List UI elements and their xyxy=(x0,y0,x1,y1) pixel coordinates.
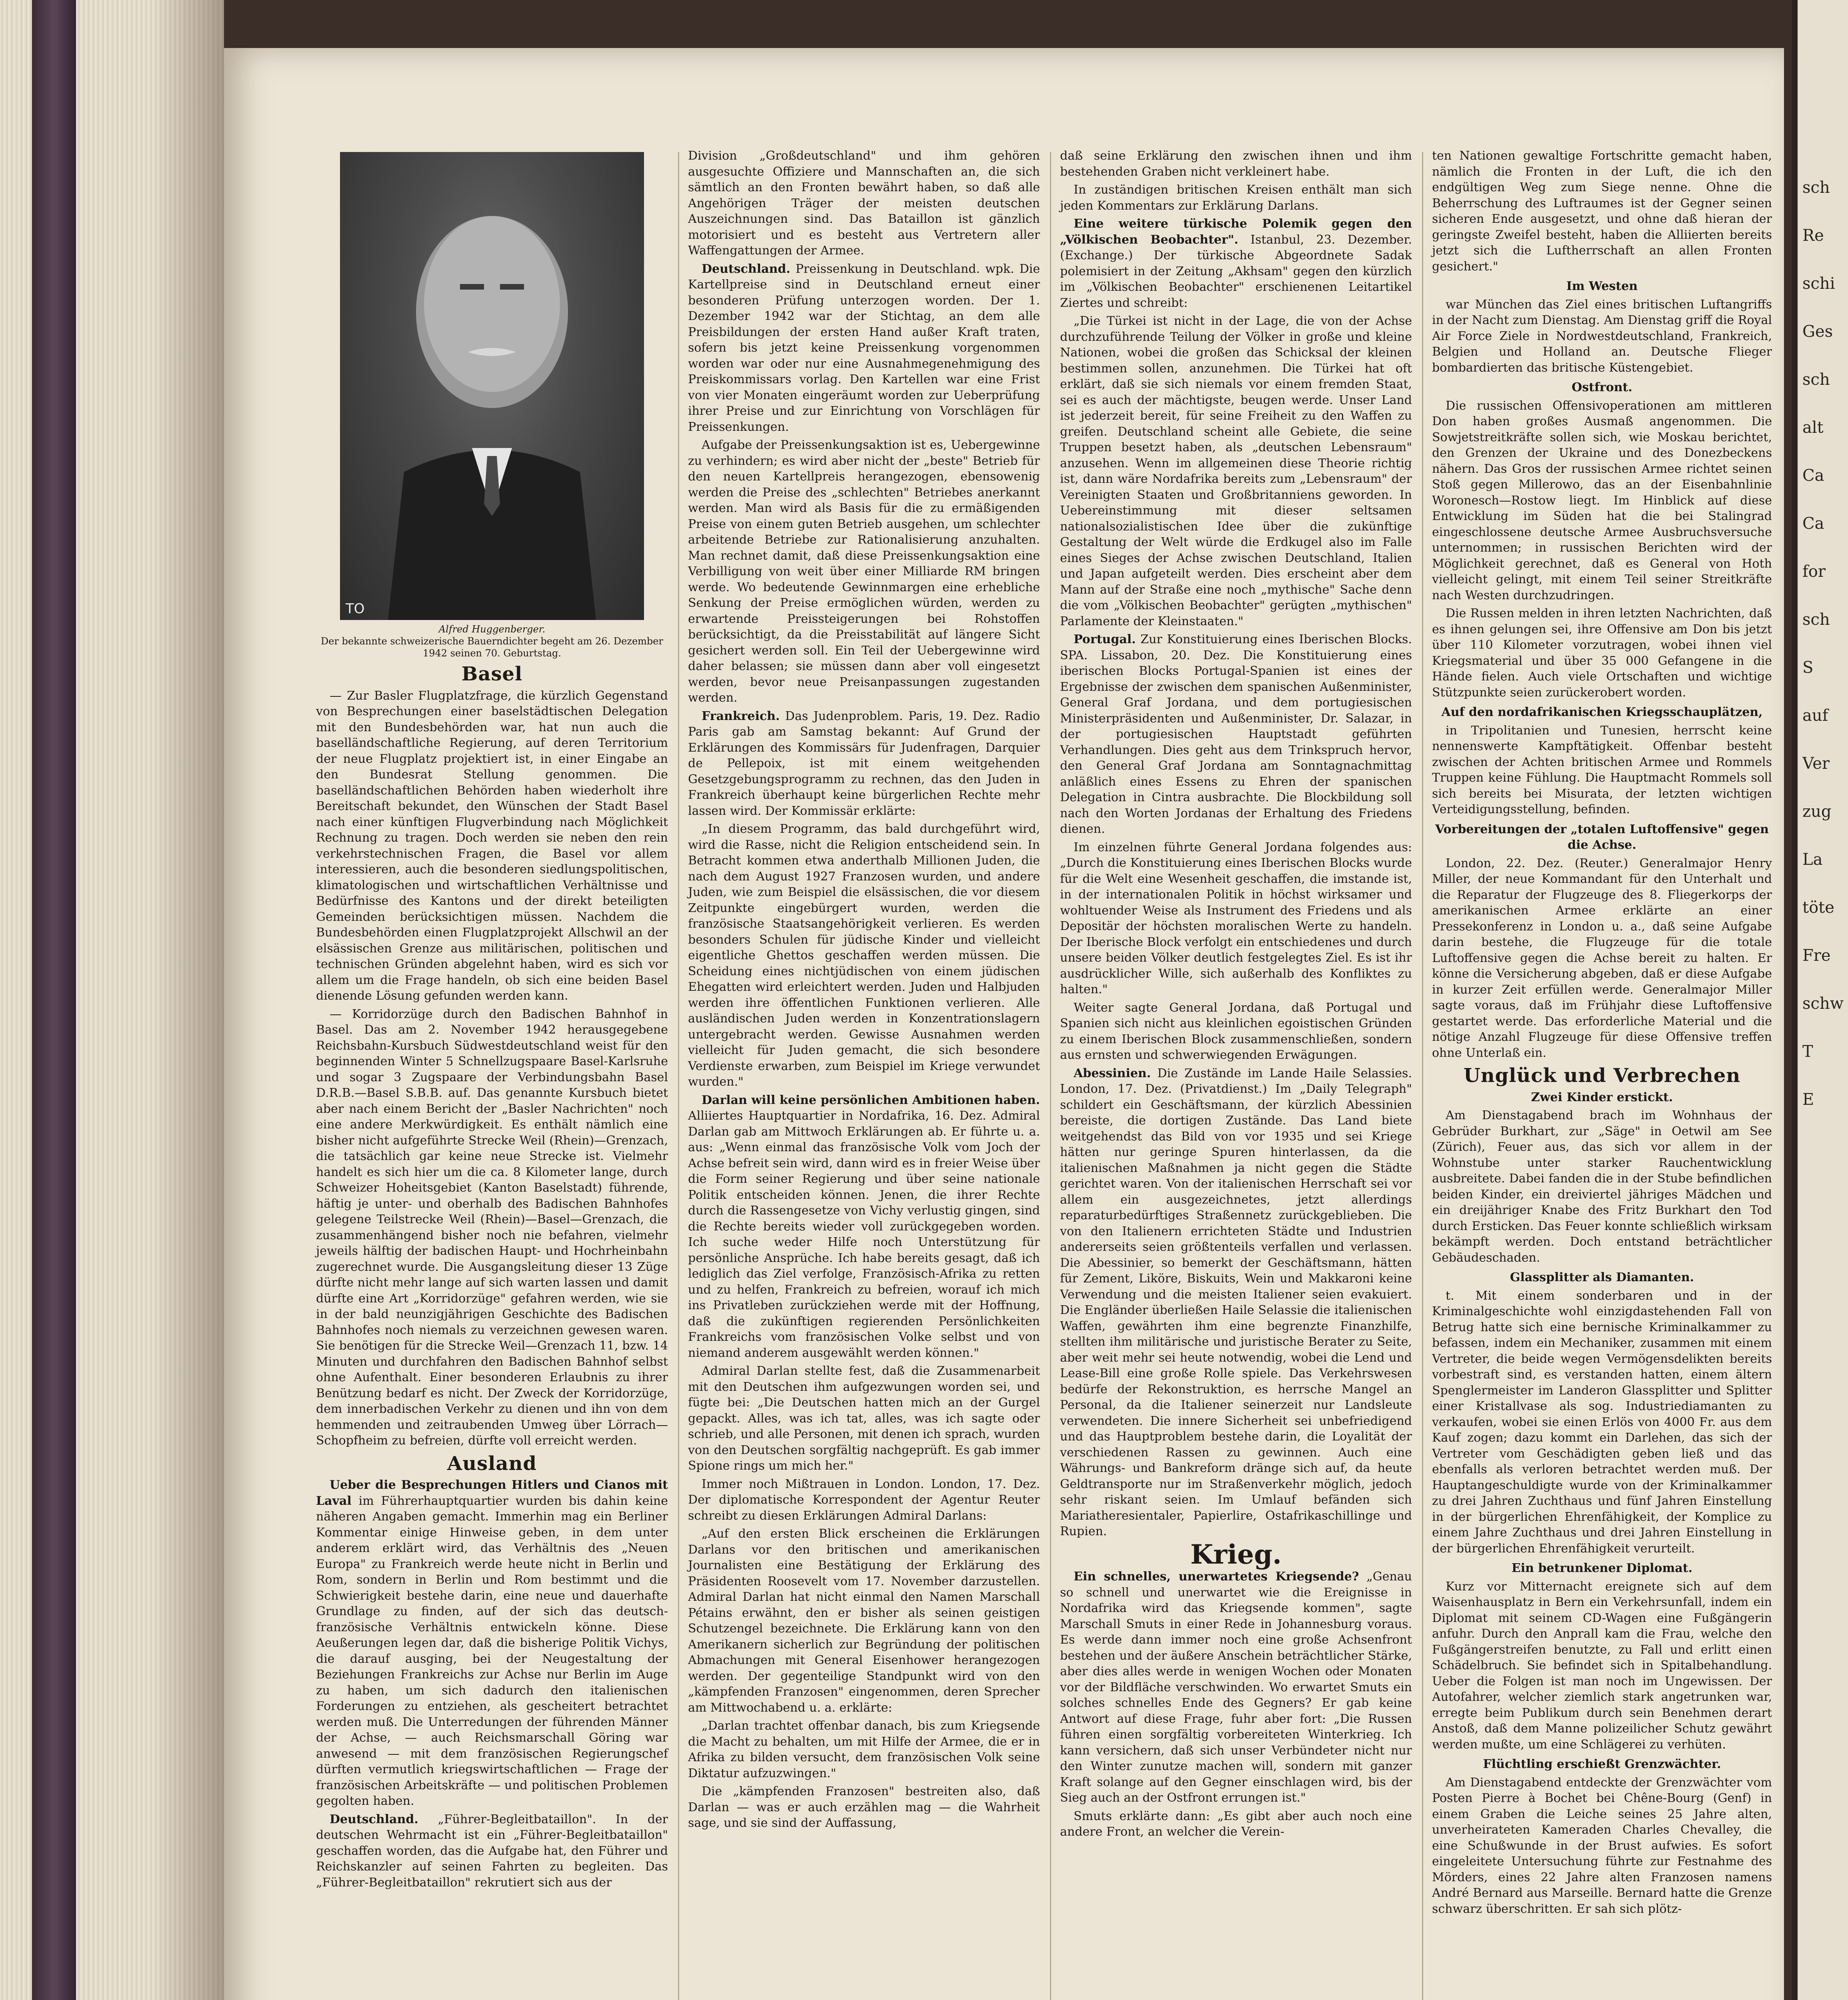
article-paragraph: „In diesem Programm, das bald durchgeführt wird, wird die Rasse, nicht die Religion entscheidend sein. In Betracht kommen etwa anderthalb Millionen Juden, die nach dem August 1927 Franzosen wurden, und andere Juden, wie zum Beispiel die elsässischen, die vor diesem Zeitpunkte eingebürgert wurden, werden die französische Staatsangehörigkeit verlieren. Es werden besonders Schulen für jüdische Kinder und vielleicht eigentliche Ghettos geschaffen werden müssen. Die Scheidung eines nichtjüdischen von einem jüdischen Ehegatten wird erleichtert werden. Juden und Halbjuden werden ihre öffentlichen Funktionen verlieren. Alle ausländischen Juden werden in Konzentrationslagern untergebracht werden. Gewisse Ausnahmen werden vielleicht für Juden gemacht, die sich besondere Verdienste erwarben, zum Beispiel im Kriege verwundet wurden." xyxy=(688,822,1040,1089)
adjacent-page-fragment: Fre xyxy=(1802,946,1831,965)
article-paragraph xyxy=(1060,632,1412,837)
photo-watermark: TO xyxy=(346,600,365,617)
article-paragraph: Admiral Darlan stellte fest, daß die Zusammenarbeit mit den Deutschen ihm aufgezwungen worden sei, und fügte bei: „Die Deutschen hatten mich an der Gurgel gepackt. Alles, was ich tat, alles, was ich sagte oder schrieb, und alle Personen, mit denen ich sprach, wurden von den Deutschen sorgfältig nachgeprüft. Es gab immer Spione rings um mich her." xyxy=(688,1364,1040,1473)
article-paragraph: Immer noch Mißtrauen in London. London, 17. Dez. Der diplomatische Korrespondent der Agentur Reuter schreibt zu diesen Erklärungen Admiral Darlans: xyxy=(688,1477,1040,1523)
article-paragraph: daß seine Erklärung den zwischen ihnen und ihm bestehenden Graben nicht verkleinert habe. xyxy=(1060,149,1412,179)
article-paragraph: Die russischen Offensivoperationen am mittleren Don haben großes Ausmaß angenommen. Die Sowjetstreitkräfte sollen sich, wie Moskau berichtet, den Grenzen der Ukraine und des Donezbeckens nähern. Das Gros der russischen Armee richtet seinen Stoß gegen Millerowo, das an der Eisenbahnlinie Woronesch—Rostow liegt. Im Hinblick auf diese Entwicklung im Süden hat die bei Stalingrad eingeschlossene deutsche Armee Ausbruchsversuche unternommen; in russischen Berichten wird der Möglichkeit gerechnet, daß es General von Hoth vielleicht gelingt, mit einem Teil seiner Streitkräfte nach Westen durchzudringen. xyxy=(1432,398,1772,602)
article-paragraph: Im einzelnen führte General Jordana folgendes aus: „Durch die Konstituierung eines Iberischen Blocks wurde für die Welt eine Wesenheit geschaffen, die imstande ist, in der internationalen Politik in höchst wirksamer und wohltuender Weise als Instrument des Friedens und als Depositär der höchsten moralischen Werte zu handeln. Der Iberische Block verfolgt ein entschiedenes und durch unsere beiden Völker deutlich festgelegtes Ziel. Es ist ihr ausdrücklicher Wille, sich außerhalb des Konfliktes zu halten." xyxy=(1060,840,1412,996)
article-paragraph: — Korridorzüge durch den Badischen Bahnhof in Basel. Das am 2. November 1942 herausgegebene Reichsbahn-Kursbuch Südwestdeutschland weist für den beginnenden Winter 5 Schnellzugspaare Basel-Karlsruhe und sogar 3 Zugspaare der Verbindungsbahn Basel D.R.B.—Basel S.B.B. auf. Das genannte Kursbuch bietet aber nach einem Bericht der „Basler Nachrichten" noch eine andere Merkwürdigkeit. Es enthält nämlich eine bisher nicht aufgeführte Strecke Weil (Rhein)—Grenzach, die tatsächlich gar keine neue Strecke ist. Vielmehr handelt es sich hier um die ca. 8 Kilometer lange, durch Schweizer Hoheitsgebiet (Kanton Baselstadt) führende, häftig je unter- und oberhalb des Badischen Bahnhofes gelegene Teilstrecke Weil (Rhein)—Basel—Grenzach, die zusammenhängend bisher noch nie befahren, vielmehr jeweils hälftig der badischen Haupt- und Hochrheinbahn zugerechnet wurde. Die Ausgangsleitung dieser 13 Züge dürfte nicht mehr lange auf sich warten lassen und damit dürfte eine Art „Korridorzüge" gefahren werden, wie sie in der bald neunzigjährigen Geschichte des Badischen Bahnhofes noch niemals zu verzeichnen gewesen waren. Sie benötigen für die Strecke Weil—Grenzach 11, bzw. 14 Minuten und durchfahren den Badischen Bahnhof selbst ohne Aufenthalt. Einer besonderen Erlaubnis zu ihrer Benützung bedarf es nicht. Der Zweck der Korridorzüge, dem innerbadischen Verkehr zu dienen und ihn von dem hemmenden und zeitraubenden Umweg über Lörrach—Schopfheim zu befreien, dürfte voll erreicht werden. xyxy=(316,1007,668,1448)
article-paragraph: Die „kämpfenden Franzosen" bestreiten also, daß Darlan — was er auch erzählen mag — die Wahrheit sage, und sie sind der Auffassung, xyxy=(688,1784,1040,1830)
subheading-grenzwaechter: Flüchtling erschießt Grenzwächter. xyxy=(1483,1757,1721,1771)
column-divider xyxy=(1422,152,1423,2000)
subheading-glassplitter: Glassplitter als Diamanten. xyxy=(1510,1270,1694,1284)
caption-text: Der bekannte schweizerische Bauerndichter begeht am 26. Dezember 1942 seinen 70. Geburtstag. xyxy=(321,636,663,659)
article-paragraph: ten Nationen gewaltige Fortschritte gemacht haben, nämlich die Fronten in der Luft, die ich den endgültigen Weg zum Siege nenne. Ohne die Beherrschung des Luftraumes ist der Gegner seinen sicheren Ende ausgesetzt, und ohne daß hieran der geringste Zweifel besteht, haben die Alliierten bereits jetzt sich die Luftherrschaft an allen Fronten gesichert." xyxy=(1432,149,1772,274)
article-paragraph xyxy=(688,708,1040,819)
adjacent-page-fragment: sch xyxy=(1802,178,1830,197)
article-paragraph xyxy=(316,1477,668,1809)
article-paragraph xyxy=(316,1812,668,1891)
article-lead: Darlan will keine persönlichen Ambitionen haben. xyxy=(702,1093,1040,1107)
article-paragraph: Am Dienstagabend entdeckte der Grenzwächter vom Posten Pierre à Bochet bei Chêne-Bourg (Genf) in einem Graben die Leiche seines 25 Jahre alten, unverheirateten Kameraden Charles Chevalley, die eine Schußwunde in der Brust aufwies. Es sofort eingeleitete Untersuchung führte zur Festnahme des Mörders, eines 22 Jahre alten Franzosen namens André Bernard aus Marseille. Bernard hatte die Grenze schwarz überschritten. Er sah sich plötz- xyxy=(1432,1775,1772,1916)
article-lead: Frankreich. xyxy=(702,709,780,723)
adjacent-page-edge xyxy=(1792,0,1848,2000)
article-body: Das Judenproblem. Paris, 19. Dez. Radio Paris gab am Samstag bekannt: Auf Grund der Erklärungen des Kommissärs für Judenfragen, Darquier de Pellepoix, ist mit einem weitgehenden Gesetzgebungsprogramm zu rechnen, das den Juden in Frankreich überhaupt keine bürgerlichen Rechte mehr lassen wird. Der Kommissär erklärte: xyxy=(688,709,1040,818)
section-heading-ausland: Ausland xyxy=(447,1452,537,1475)
column-2 xyxy=(688,148,1040,1834)
article-body: Alliiertes Hauptquartier in Nordafrika, 16. Dez. Admiral Darlan gab am Mittwoch Erklärungen ab. Er führte u. a. aus: „Wenn einmal das französische Volk vom Joch der Achse befreit sein wird, dann wird es in freier Weise über die Form seiner Regierung und über seine nationale Politik entscheiden können. Jenen, die ihrer Rechte durch die Rassengesetze von Vichy verlustig gingen, sind die Rechte bereits wieder voll zurückgegeben worden. Ich suche weder Hilfe noch Unterstützung für persönliche Ansprüche. Ich habe bereits gesagt, daß ich lediglich das Ziel verfolge, Französisch-Afrika zu retten und zu helfen, Frankreich zu befreien, worauf ich mich ins Privatleben zurückziehen werde mit der Hoffnung, daß die zukünftigen regierenden Persönlichkeiten Frankreichs vom französischen Volke selbst und von niemand anderem ausgewählt werden können." xyxy=(688,1109,1040,1360)
article-paragraph xyxy=(688,261,1040,435)
photo-caption xyxy=(316,623,668,659)
book-binding xyxy=(32,0,76,2000)
adjacent-page-fragment: S xyxy=(1802,658,1814,677)
article-paragraph: „Darlan trachtet offenbar danach, bis zum Kriegsende die Macht zu behalten, um mit Hilfe der Armee, die er in Afrika zu bilden versucht, dem französischen Volk seine Diktatur aufzuzwingen." xyxy=(688,1719,1040,1780)
article-lead: Deutschland. xyxy=(702,262,790,276)
article-paragraph: war München das Ziel eines britischen Luftangriffs in der Nacht zum Dienstag. Am Dienstag griff die Royal Air Force Ziele in Nordwestdeutschland, Frankreich, Belgien und Holland an. Deutsche Flieger bombardierten das britische Küstengebiet. xyxy=(1432,297,1772,375)
adjacent-page-fragment: sch xyxy=(1802,370,1830,389)
article-paragraph: London, 22. Dez. (Reuter.) Generalmajor Henry Miller, der neue Kommandant für den Unterhalt und die Reparatur der Flugzeuge des 8. Fliegerkorps der amerikanischen Armee erklärte an einer Pressekonferenz in London u. a., daß seine Aufgabe darin bestehe, die Flugzeuge für die totale Luftoffensive gegen die Achse bereit zu halten. Er könne die Versicherung abgeben, daß er diese Aufgabe in kurzer Zeit erfüllen werde. Generalmajor Miller sagte voraus, daß im Frühjahr diese Luftoffensive gestartet werde. Das erforderliche Material und die nötige Anzahl Flugzeuge für diese Offensive treffen ohne Unterlaß ein. xyxy=(1432,856,1772,1060)
subheading-diplomat: Ein betrunkener Diplomat. xyxy=(1511,1561,1693,1575)
adjacent-page-fragment: Ver xyxy=(1802,754,1830,773)
portrait-photo xyxy=(340,152,644,620)
article-paragraph: „Auf den ersten Blick erscheinen die Erklärungen Darlans vor den britischen und amerikanischen Journalisten eine Bestätigung der Erklärung des Präsidenten Roosevelt vom 17. November darzustellen. Admiral Darlan hat nicht einmal den Namen Marschall Pétains erwähnt, den er bisher als seinen geistigen Schutzengel bezeichnete. Die Erklärung kann von den Amerikanern sicherlich zur Begründung der politischen Abmachungen mit General Eisenhower herangezogen werden. Der gegenteilige Standpunkt wird von den „kämpfenden Franzosen" eingenommen, deren Sprecher am Mittwochabend u. a. erklärte: xyxy=(688,1527,1040,1715)
article-body: im Führerhauptquartier wurden bis dahin keine näheren Angaben gemacht. Immerhin mag ein Berliner Kommentar einige Hinweise geben, in dem unter anderem erklärt wird, das Verhältnis des „Neuen Europa" zu Frankreich werde heute nicht in Berlin und Rom, sondern in Berlin und Rom bestimmt und die Schwierigkeit bestehe darin, eine neue und dauerhafte Grundlage zu finden, auf der sich das deutsch-französische Verhältnis entwickeln könne. Diese Aeußerungen legen dar, daß die bisherige Politik Vichys, die darauf ausging, bei der Neugestaltung der Beziehungen Frankreichs zur Achse nur Berlin im Auge zu haben, um sich dadurch den italienischen Forderungen zu entziehen, als gescheitert betrachtet werden muß. Die Unterredungen der führenden Männer der Achse, — auch Reichsmarschall Göring war anwesend — mit dem französischen Regierungschef dürften vermutlich kriegswirtschaftlichen — Frage der französischen Arbeitskräfte — und politischen Problemen gegolten haben. xyxy=(316,1494,668,1808)
article-body: Istanbul, 23. Dezember. (Exchange.) Der türkische Abgeordnete Sadak polemisiert in der Zeitung „Akhsam" gegen den kürzlich im „Völkischen Beobachter" erschienenen Leitartikel Ziertes und schreibt: xyxy=(1060,232,1412,310)
adjacent-page-fragment: Ges xyxy=(1802,322,1833,341)
newspaper-page xyxy=(224,48,1784,2000)
article-lead: Deutschland. xyxy=(330,1812,418,1826)
article-lead: Portugal. xyxy=(1074,632,1136,646)
column-divider xyxy=(1050,152,1051,2000)
adjacent-page-fragment: auf xyxy=(1802,706,1828,725)
article-paragraph: Kurz vor Mitternacht ereignete sich auf dem Waisenhausplatz in Bern ein Verkehrsunfall, indem ein Diplomat mit seinem CD-Wagen eine Fußgängerin anfuhr. Durch den Anprall kam die Frau, welche den Fußgängerstreifen benutzte, zu Fall und erlitt einen Schädelbruch. Sie befindet sich in Spitalbehandlung. Ueber die Folgen ist man noch im Ungewissen. Der Autofahrer, welcher ziemlich stark angetrunken war, erregte beim Publikum durch sein Benehmen derart Anstoß, daß dem Manne polizeilicher Schutz gewährt werden mußte, um eine Schlägerei zu verhüten. xyxy=(1432,1579,1772,1752)
article-body: „Führer-Begleitbataillon". In der deutschen Wehrmacht ist ein „Führer-Begleitbataillon" geschaffen worden, das die Aufgabe hat, den Führer und Reichskanzler auf seinen Fahrten zu begleiten. Das „Führer-Begleitbataillon" rekrutiert sich aus der xyxy=(316,1812,668,1890)
article-lead: Ein schnelles, unerwartetes Kriegsende? xyxy=(1074,1570,1359,1584)
article-paragraph xyxy=(1060,216,1412,311)
article-paragraph: Smuts erklärte dann: „Es gibt aber auch noch eine andere Front, an welcher die Verein- xyxy=(1060,1809,1412,1839)
article-paragraph: Aufgabe der Preissenkungsaktion ist es, Uebergewinne zu verhindern; es wird aber nicht der „beste" Betrieb für den neuen Kartellpreis herangezogen, ebensowenig werden die Preise des „schlechten" Betriebes anerkannt werden. Man wird als Basis für die zu ermäßigenden Preise von einem guten Betrieb ausgehen, um schlechter arbeitende Betriebe zur Rationalisierung anzuhalten. Man rechnet damit, daß diese Preissenkungsaktion eine Verbilligung von weit über einer Milliarde RM bringen werde. Wo bedeutende Gewinnmargen eine erhebliche Senkung der Preise ermöglichen würden, werden zu erwartende Preissteigerungen bei Rohstoffen berücksichtigt, da die Preisstabilität auf längere Sicht gesichert werden soll. Ein Teil der Uebergewinne wird daher belassen; sie müssen dann aber voll eingesetzt werden, bevor neue Preisanpassungen zugestanden werden. xyxy=(688,438,1040,705)
article-body: Preissenkung in Deutschland. wpk. Die Kartellpreise sind in Deutschland erneut einer besonderen Prüfung unterzogen worden. Der 1. Dezember 1942 war der Stichtag, an dem alle Preisbildungen der ersten Hand außer Kraft traten, sofern bis jetzt keine Preissenkung vorgenommen worden war oder nur eine Ausnahmegenehmigung des Preiskommissars vorlag. Den Kartellen war eine Frist von vier Monaten eingeräumt worden zur Ueberprüfung ihrer Preise und zur Einrichtung von Vorschlägen für Preissenkungen. xyxy=(688,262,1040,434)
adjacent-page-fragment: zug xyxy=(1802,802,1832,821)
adjacent-page-fragment: töte xyxy=(1802,898,1834,917)
adjacent-page-fragment: alt xyxy=(1802,418,1824,437)
subheading-luftoffensive: Vorbereitungen der „totalen Luftoffensive" gegen die Achse. xyxy=(1435,822,1769,852)
adjacent-page-fragment: for xyxy=(1802,562,1826,581)
article-paragraph: — Zur Basler Flugplatzfrage, die kürzlich Gegenstand von Besprechungen einer baselstädtischen Delegation mit den Bundesbehörden war, hat nun auch die baselländschaftliche Regierung, auf deren Territorium der neue Flugplatz projektiert ist, in einer Eingabe an den Bundesrat Stellung genommen. Die baselländschaftlichen Behörden haben wiederholt ihre Bereitschaft bekundet, den Wünschen der Stadt Basel nach einer künftigen Flugverbindung nach Möglichkeit Rechnung zu tragen. Doch werden sie neben den rein verkehrstechnischen Fragen, die Basel vor allem interessieren, auch die besonderen siedlungspolitischen, klimatologischen und wirtschaftlichen Verhältnisse und Bedürfnisse des Kantons und der direkt beteiligten Gemeinden berücksichtigen müssen. Nachdem die Bundesbehörden einen Flugplatzprojekt Allschwil an der elsässischen Grenze aus militärischen, politischen und technischen Gründen abgelehnt haben, wird es sich vor allem um die Frage handeln, ob sich eine beiden Basel dienende Lösung gefunden werden kann. xyxy=(316,688,668,1003)
section-heading-krieg: Krieg. xyxy=(1190,1538,1282,1570)
article-paragraph: Am Dienstagabend brach im Wohnhaus der Gebrüder Burkhart, zur „Säge" in Oetwil am See (Zürich), Feuer aus, das sich vor allem in der Wohnstube unter starker Rauchentwicklung ausbreitete. Dabei fanden die in der Stube befindlichen beiden Kinder, ein dreiviertel jähriges Mädchen und ein dreijähriger Knabe des Fritz Burkhart den Tod durch Ersticken. Das Feuer konnte schließlich wirksam bekämpft werden. Doch entstand beträchtlicher Gebäudeschaden. xyxy=(1432,1108,1772,1265)
adjacent-page-fragment: E xyxy=(1802,1090,1814,1109)
article-paragraph: Weiter sagte General Jordana, daß Portugal und Spanien sich nicht aus kleinlichen egoistischen Gründen zu einem Iberischen Block zusammenschließen, sondern aus ernsten und schwerwiegenden Erwägungen. xyxy=(1060,1000,1412,1062)
adjacent-page-fragment: Re xyxy=(1802,226,1824,245)
article-lead: Eine weitere türkische Polemik gegen den „Völkischen Beobachter". xyxy=(1060,217,1412,247)
adjacent-page-fragment: Ca xyxy=(1802,466,1824,485)
adjacent-page-fragment: Ca xyxy=(1802,514,1824,533)
article-body: Die Zustände im Lande Haile Selassies. London, 17. Dez. (Privatdienst.) Im „Daily Telegraph" schildert ein Geschäftsmann, der kürzlich Abessinien bereiste, die dortigen Zustände. Das Land biete weitgehendst das Bild von vor 1935 und sei Kriege hätten nur geringe Spuren hinterlassen, da die italienischen Maßnahmen ja nicht gegen die Städte gerichtet waren. Von der italienischen Herrschaft sei vor allem ein ausgezeichnetes, jetzt allerdings reparaturbedürftiges Straßennetz zurückgeblieben. Die von den Italienern errichteten Städte und Industrien andererseits seien größtenteils verfallen und verlassen. Die Abessinier, so bemerkt der Geschäftsmann, hätten für Zement, Liköre, Biskuits, Wein und Makkaroni keine Verwendung und die meisten Italiener seien evakuiert. Die Engländer überließen Haile Selassie die italienischen Waffen, gewährten ihm eine begrenzte Finanzhilfe, stellten ihm militärische und juristische Berater zu Seite, aber weit mehr sei heute notwendig, wobei die Lend und Lease-Bill eine große Rolle spiele. Das Verkehrswesen bedürfe der Rekonstruktion, es herrsche Mangel an Personal, da die Italiener seinerzeit nur Landsleute verwendeten. Die innere Sicherheit sei unbefriedigend und das Hauptproblem bestehe darin, die Loyalität der verschiedenen Rassen zu gewinnen. Auch eine Währungs- und Bankreform dränge sich auf, da heute Geldtransporte nur im Straßenverkehr möglich, jedoch sehr riskant seien. Im Umlauf befänden sich Mariatheresientaler, Papierlire, Ostafrikaschillinge und Rupien. xyxy=(1060,1066,1412,1538)
article-body: Zur Konstituierung eines Iberischen Blocks. SPA. Lissabon, 20. Dez. Die Konstituierung eines iberischen Blocks Portugal-Spanien ist eines der Ergebnisse der zwischen dem spanischen Außenminister, General Graf Jordana, und dem portugiesischen Ministerpräsidenten und Außenminister, Dr. Salazar, in der portugiesischen Hauptstadt geführten Verhandlungen. Dies geht aus dem Trinkspruch hervor, den General Graf Jordana am Sonntagnachmittag anläßlich eines Essens zu Ehren der spanischen Delegation in Cintra ausbrachte. Die Blockbildung soll nach den Worten Jordanas der Erhaltung des Friedens dienen. xyxy=(1060,632,1412,836)
article-paragraph xyxy=(688,1092,1040,1361)
adjacent-page-fragment: sch xyxy=(1802,610,1830,629)
subheading-kinder: Zwei Kinder erstickt. xyxy=(1531,1090,1673,1104)
article-paragraph xyxy=(1060,1066,1412,1540)
page-gutter-shadow xyxy=(152,0,224,2000)
portrait-illustration xyxy=(340,152,644,620)
subheading-ostfront: Ostfront. xyxy=(1572,380,1632,394)
subheading-westen: Im Westen xyxy=(1566,279,1638,293)
column-4 xyxy=(1432,148,1772,1919)
column-1 xyxy=(316,152,668,1893)
adjacent-page-fragment: T xyxy=(1802,1042,1813,1061)
section-heading-unglueck: Unglück und Verbrechen xyxy=(1463,1064,1741,1087)
adjacent-page-fragment: schi xyxy=(1802,274,1835,293)
article-paragraph: Division „Großdeutschland" und ihm gehören ausgesuchte Offiziere und Mannschaften an, die sich sämtlich an den Fronten bewährt haben, so daß alle Angehörigen Träger der meisten deutschen Auszeichnungen sind. Das Bataillon ist gänzlich motorisiert und es besteht aus Vertretern aller Waffengattungen der Armee. xyxy=(688,149,1040,258)
article-paragraph: t. Mit einem sonderbaren und in der Kriminalgeschichte wohl einzigdastehenden Fall von Betrug hatte sich eine bernische Kriminalkammer zu befassen, indem ein Mechaniker, zusammen mit einem Vertreter, die beide wegen Vermögensdelikten bereits vorbestraft sind, es verstanden hatten, einem ältern Spenglermeister im Landeron Glassplitter und Splitter einer Kristallvase als sog. Industriediamanten zu verkaufen, wobei sie einen Erlös von 4000 Fr. aus dem Kauf zogen; dazu kommt ein Darlehen, das sich der Vertreter vom Geschädigten geben ließ und das ebenfalls als verloren betrachtet werden muß. Der Hauptangeschuldigte wurde von der Kriminalkammer zu drei Jahren Zuchthaus und fünf Jahren Einstellung in der bürgerlichen Ehrenfähigkeit, der Komplice zu einem Jahre Zuchthaus und drei Jahren Einstellung in der bürgerlichen Ehrenfähigkeit verurteilt. xyxy=(1432,1288,1772,1556)
column-3 xyxy=(1060,148,1412,1842)
article-lead: Abessinien. xyxy=(1074,1066,1151,1080)
adjacent-page-fragment: La xyxy=(1802,850,1823,869)
article-paragraph: in Tripolitanien und Tunesien, herrscht keine nennenswerte Kampftätigkeit. Offenbar besteht zwischen der Achten britischen Armee und Rommels Truppen keine Fühlung. Die Hauptmacht Rommels soll sich bereits bei Misurata, der letzten wichtigen Verteidigungsstellung, befinden. xyxy=(1432,723,1772,816)
article-paragraph: Die Russen melden in ihren letzten Nachrichten, daß es ihnen gelungen sei, ihre Offensive am Don bis jetzt über 110 Kilometer vorzutragen, wobei ihnen viel Kriegsmaterial und über 35 000 Gefangene in die Hände fielen. Auch viele Ortschaften und wichtige Stützpunkte seien zurückerobert worden. xyxy=(1432,606,1772,700)
article-body: „Genau so schnell und unerwartet wie die Ereignisse in Nordafrika wird das Kriegsende kommen", sagte Marschall Smuts in einer Rede in Johannesburg voraus. Es werde dann immer noch eine große Achsenfront bestehen und der äußere Anschein beträchtlicher Stärke, aber dies alles werde in wenigen Wochen oder Monaten vor der Bildfläche verschwinden. Wo erwartet Smuts ein solches schnelles Ende des Gegners? Er gab keine Antwort auf diese Frage, fuhr aber fort: „Die Russen führen einen sorgfältig vorbereiteten Winterkrieg. Ich kann versichern, daß sich unser Verbündeter nicht nur den Winter zunutze machen will, sondern mit ganzer Kraft solange auf den Gegner einschlagen wird, bis der Sieg auch an der Ostfront errungen ist." xyxy=(1060,1570,1412,1805)
article-paragraph xyxy=(1060,1569,1412,1806)
column-divider xyxy=(678,152,679,2000)
article-lead: Ueber die Besprechungen Hitlers und Cianos mit Laval xyxy=(316,1478,668,1508)
caption-name: Alfred Huggenberger. xyxy=(438,624,546,635)
article-paragraph: „Die Türkei ist nicht in der Lage, die von der Achse durchzuführende Teilung der Völker in große und kleine Nationen, wobei die großen das Schicksal der kleinen bestimmen sollen, anzunehmen. Die Türkei hat oft erklärt, daß sie sich niemals vor einem fremden Staat, sei es auch der mächtigste, beugen werde. Unser Land ist jederzeit bereit, für seine Freiheit zu den Waffen zu greifen. Deutschland scheint alle Gebiete, die seine Truppen besetzt haben, als „deutschen Lebensraum" anzusehen. Wenn im allgemeinen diese Theorie richtig ist, dann wäre Nordafrika bereits zum „Lebensraum" der Vereinigten Staaten und Großbritanniens geworden. In Uebereinstimmung mit dieser seltsamen nationalsozialistischen Idee über die zukünftige Gestaltung der Welt würde die Erdkugel also im Falle eines Sieges der Achse zwischen Deutschland, Italien und Japan aufgeteilt werden. Dies erscheint aber dem Mann auf der Straße eine noch „mythische" Sache denn die vom „Völkischen Beobachter" gerügten „mythischen" Parlamente der Kleinstaaten." xyxy=(1060,314,1412,628)
subheading-nordafrika: Auf den nordafrikanischen Kriegsschauplätzen, xyxy=(1441,705,1763,719)
section-heading-basel: Basel xyxy=(461,663,523,685)
adjacent-page-fragment: schw xyxy=(1802,994,1844,1013)
article-paragraph: In zuständigen britischen Kreisen enthält man sich jeden Kommentars zur Erklärung Darlans. xyxy=(1060,183,1412,213)
